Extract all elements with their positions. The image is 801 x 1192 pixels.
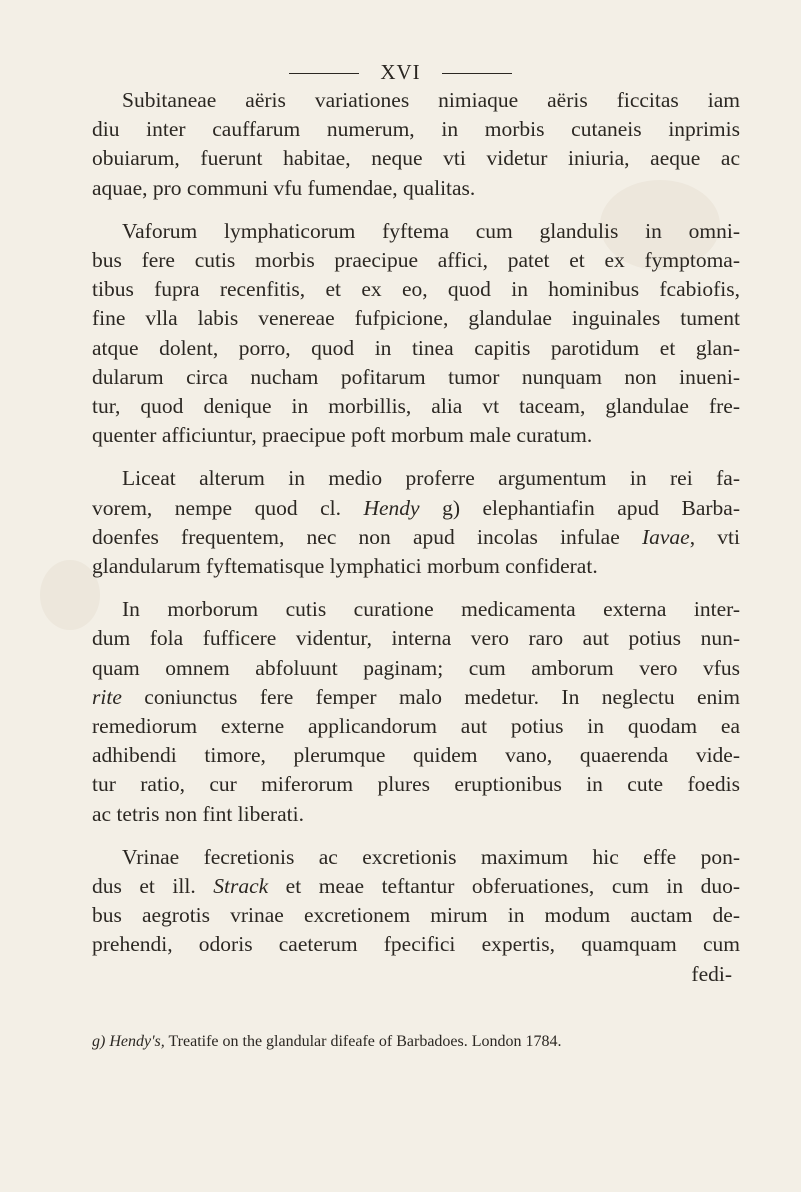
text-line: atque dolent, porro, quod in tinea capitis parotidum et glan- xyxy=(92,335,740,360)
author-name: Hendy xyxy=(363,495,420,520)
text-line: obuiarum, fuerunt habitae, neque vti videtur iniuria, aeque ac xyxy=(92,146,740,171)
page-number: XVI xyxy=(380,60,421,84)
paragraph-3 xyxy=(92,464,740,581)
text-line: remediorum externe applicandorum aut potius in quodam ea xyxy=(92,714,740,739)
text-line: tibus fupra recenfitis, et ex eo, quod in hominibus fcabiofis, xyxy=(92,277,740,302)
text-line: bus fere cutis morbis praecipue affici, patet et ex fymptoma- xyxy=(92,248,740,273)
header-rule-left xyxy=(289,73,359,75)
paragraph-5 xyxy=(92,843,740,989)
text-line: tur ratio, cur miferorum plures eruptionibus in cute foedis xyxy=(92,772,740,797)
text-line: dularum circa nucham pofitarum tumor nunquam non inueni- xyxy=(92,364,740,389)
footnote-mark: g) xyxy=(92,1033,106,1050)
text-line: rite coniunctus fere femper malo medetur. In neglectu enim xyxy=(92,684,740,709)
header-rule-right xyxy=(442,73,512,75)
footnote xyxy=(92,1033,752,1051)
paragraph-1 xyxy=(92,86,740,203)
text-line: Liceat alterum in medio proferre argumentum in rei fa- xyxy=(122,466,740,491)
text-line: Vaforum lymphaticorum fyftema cum glandulis in omni- xyxy=(122,218,740,243)
text-line: ac tetris non fint liberati. xyxy=(92,801,304,826)
body-text xyxy=(92,86,740,1003)
paragraph-2 xyxy=(92,217,740,451)
text-line: dus et ill. Strack et meae teftantur obferuationes, cum in duo- xyxy=(92,874,740,899)
text-line: glandularum fyftematisque lymphatici morbum confiderat. xyxy=(92,554,598,579)
paper-stain xyxy=(40,560,100,630)
text-line: quenter afficiuntur, praecipue poft morbum male curatum. xyxy=(92,423,593,448)
text-line: diu inter cauffarum numerum, in morbis cutaneis inprimis xyxy=(92,117,740,142)
text-line: prehendi, odoris caeterum fpecifici expertis, quamquam cum xyxy=(92,932,740,957)
catchword: fedi- xyxy=(691,961,732,986)
page-header xyxy=(0,60,801,85)
text-line: quam omnem abfoluunt paginam; cum amborum vero vfus xyxy=(92,655,740,680)
footnote-author: Hendy's, xyxy=(109,1033,165,1050)
text-line: dum fola fufficere videntur, interna vero raro aut potius nun- xyxy=(92,626,740,651)
text-line: tur, quod denique in morbillis, alia vt taceam, glandulae fre- xyxy=(92,394,740,419)
text-line: bus aegrotis vrinae excretionem mirum in modum auctam de- xyxy=(92,903,740,928)
text-line: adhibendi timore, plerumque quidem vano, quaerenda vide- xyxy=(92,743,740,768)
text-line: In morborum cutis curatione medicamenta externa inter- xyxy=(122,597,740,622)
text-line: Vrinae fecretionis ac excretionis maximum hic effe pon- xyxy=(122,844,740,869)
text-line: doenfes frequentem, nec non apud incolas infulae Iavae, vti xyxy=(92,524,740,549)
text-line: vorem, nempe quod cl. Hendy g) elephantiafin apud Barba- xyxy=(92,495,740,520)
text-line: fine vlla labis venereae fufpicione, glandulae inguinales tument xyxy=(92,306,740,331)
footnote-text: Treatife on the glandular difeafe of Barbadoes. London 1784. xyxy=(164,1033,562,1050)
text-line: aquae, pro communi vfu fumendae, qualitas. xyxy=(92,175,476,200)
text-line: Subitaneae aëris variationes nimiaque aëris ficcitas iam xyxy=(122,88,740,112)
paragraph-4 xyxy=(92,595,740,829)
footnote-reference[interactable]: g) xyxy=(419,495,460,520)
